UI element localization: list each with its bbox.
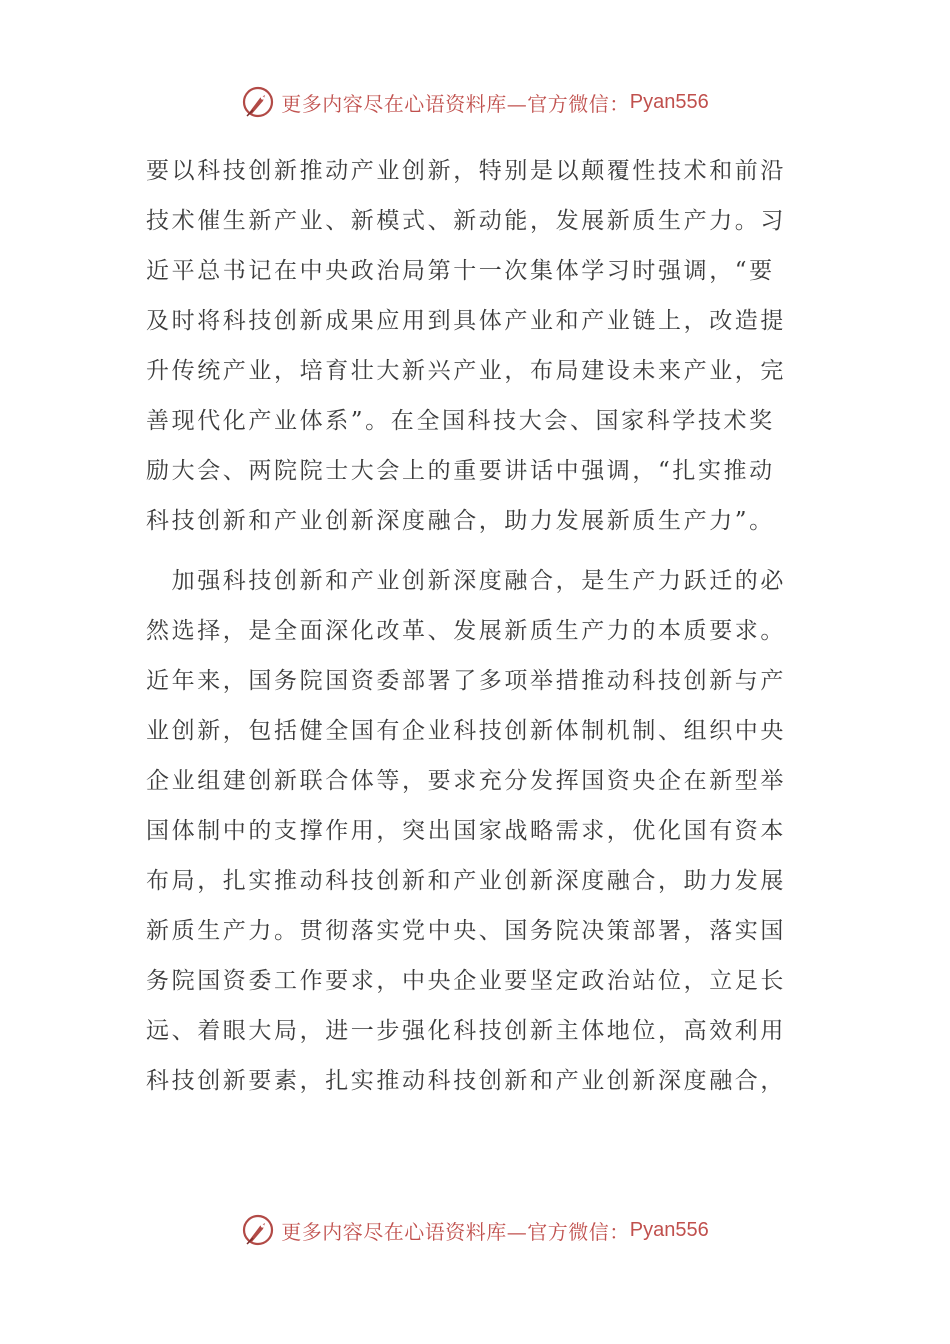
- header-wechat-handle: Pyan556: [629, 90, 709, 113]
- text-line: 善现代化产业体系”。在全国科技大会、国家科学技术奖: [146, 408, 775, 434]
- paragraph-spacer: [146, 546, 806, 556]
- text-line: 布局，扎实推动科技创新和产业创新深度融合，助力发展: [146, 868, 786, 894]
- text-line: 要以科技创新推动产业创新，特别是以颠覆性技术和前沿: [146, 158, 786, 184]
- text-line: 科技创新和产业创新深度融合，助力发展新质生产力”。: [146, 508, 775, 534]
- pen-nib-logo-icon: [241, 1213, 275, 1247]
- paragraph: [146, 146, 806, 546]
- text-line: 近年来，国务院国资委部署了多项举措推动科技创新与产: [146, 668, 786, 694]
- document-body: [146, 146, 806, 1106]
- text-line: 远、着眼大局，进一步强化科技创新主体地位，高效利用: [146, 1018, 786, 1044]
- text-line: 励大会、两院院士大会上的重要讲话中强调，“扎实推动: [146, 458, 775, 484]
- header-banner: [0, 82, 950, 122]
- text-line: 新质生产力。贯彻落实党中央、国务院决策部署，落实国: [146, 918, 786, 944]
- footer-wechat-handle: Pyan556: [629, 1218, 709, 1241]
- text-line: 务院国资委工作要求，中央企业要坚定政治站位，立足长: [146, 968, 786, 994]
- text-line: 升传统产业，培育壮大新兴产业，布局建设未来产业，完: [146, 358, 786, 384]
- text-line: 及时将科技创新成果应用到具体产业和产业链上，改造提: [146, 308, 786, 334]
- text-line: 科技创新要素，扎实推动科技创新和产业创新深度融合，: [146, 1068, 786, 1094]
- paragraph: [146, 556, 806, 1106]
- text-line: 业创新，包括健全国有企业科技创新体制机制、组织中央: [146, 718, 786, 744]
- header-slogan: 更多内容尽在心语资料库—官方微信：: [281, 91, 630, 116]
- text-line: 加强科技创新和产业创新深度融合，是生产力跃迁的必: [146, 568, 786, 594]
- text-line: 近平总书记在中央政治局第十一次集体学习时强调，“要: [146, 258, 775, 284]
- text-line: 国体制中的支撑作用，突出国家战略需求，优化国有资本: [146, 818, 786, 844]
- footer-banner: [0, 1210, 950, 1250]
- footer-slogan: 更多内容尽在心语资料库—官方微信：: [281, 1219, 630, 1244]
- text-line: 然选择，是全面深化改革、发展新质生产力的本质要求。: [146, 618, 786, 644]
- text-line: 技术催生新产业、新模式、新动能，发展新质生产力。习: [146, 208, 786, 234]
- text-line: 企业组建创新联合体等，要求充分发挥国资央企在新型举: [146, 768, 786, 794]
- pen-nib-logo-icon: [241, 85, 275, 119]
